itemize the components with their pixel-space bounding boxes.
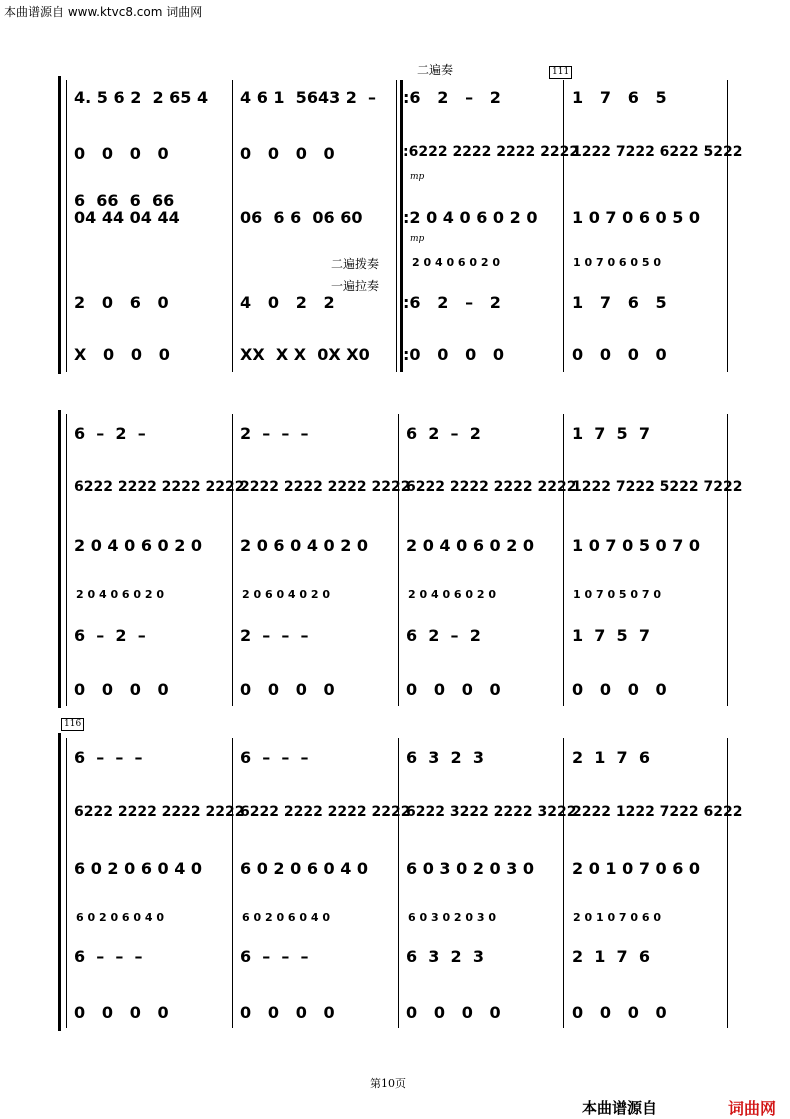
measure-note-row: 0 0 0 0	[74, 680, 169, 699]
measure-note-row: 06 6 6 06 60	[240, 208, 363, 227]
barline	[398, 414, 399, 706]
measure-note-row: :6222 2222 2222 2222	[403, 144, 580, 160]
barline	[232, 738, 233, 1028]
measure-note-row: 2 0 6 0	[74, 293, 169, 312]
dynamic-mp: mp	[410, 234, 425, 244]
measure-note-row: 0 0 0 0	[240, 144, 335, 163]
barline	[396, 80, 397, 372]
measure-note-row: 6 0 2 0 6 0 4 0	[240, 859, 369, 878]
measure-note-row: 1 7 5 7	[572, 626, 650, 645]
measure-note-row: 2 – – –	[240, 626, 309, 645]
measure-note-row: 0 0 0 0	[572, 345, 667, 364]
measure-note-row: 6 0 2 0 6 0 4 0	[74, 859, 203, 878]
measure-note-row: 0 0 0 0	[240, 680, 335, 699]
measure-note-row: :6 2 – 2	[403, 293, 501, 312]
measure-note-row: 2 0 4 0 6 0 2 0	[76, 588, 165, 601]
measure-note-row: 6222 3222 2222 3222	[406, 804, 577, 820]
measure-note-row: 4 0 2 2	[240, 293, 335, 312]
measure-note-row: 6 0 2 0 6 0 4 0	[76, 911, 165, 924]
measure-note-row: 2 0 1 0 7 0 6 0	[573, 911, 662, 924]
barline	[232, 80, 233, 372]
measure-note-row: 1 7 5 7	[572, 424, 650, 443]
measure-note-row: 6 – – –	[74, 748, 143, 767]
measure-note-row: 0 0 0 0	[74, 144, 169, 163]
measure-note-row: 2 0 4 0 6 0 2 0	[406, 536, 535, 555]
system-barline	[66, 80, 67, 372]
measure-note-row: 2 1 7 6	[572, 748, 650, 767]
measure-note-row: 2222 2222 2222 2222	[240, 479, 411, 495]
site-header-text: 本曲谱源自 www.ktvc8.com 词曲网	[4, 5, 203, 19]
measure-note-row: 2 0 4 0 6 0 2 0	[408, 588, 497, 601]
label-bo-zou: 二遍拨奏	[331, 257, 380, 271]
measure-note-row: 6 3 2 3	[406, 947, 484, 966]
measure-note-row: 6 0 2 0 6 0 4 0	[242, 911, 331, 924]
measure-note-row: 1 0 7 0 6 0 5 0	[572, 208, 701, 227]
measure-note-row: 6222 2222 2222 2222	[406, 479, 577, 495]
barline	[727, 738, 728, 1028]
system-barline	[66, 738, 67, 1028]
system-bracket	[58, 76, 61, 374]
barline	[563, 414, 564, 706]
measure-note-row: 6222 2222 2222 2222	[74, 804, 245, 820]
measure-note-row: 6 0 3 0 2 0 3 0	[408, 911, 497, 924]
measure-note-row: :6 2 – 2	[403, 88, 501, 107]
measure-note-row: 1222 7222 6222 5222	[572, 144, 743, 160]
measure-note-row: X 0 0 0	[74, 345, 170, 364]
measure-note-row: 4. 5 6 2 2 65 4	[74, 88, 209, 107]
measure-note-row: 6 – – –	[240, 748, 309, 767]
measure-note-row: 6 3 2 3	[406, 748, 484, 767]
measure-note-row: 6 – 2 –	[74, 424, 146, 443]
barline	[398, 738, 399, 1028]
measure-note-row: 6222 2222 2222 2222	[240, 804, 411, 820]
measure-note-row: 0 0 0 0	[406, 680, 501, 699]
watermark-left: 本曲谱源自	[582, 1099, 658, 1117]
measure-note-row: 6222 2222 2222 2222	[74, 479, 245, 495]
measure-note-row: 6 2 – 2	[406, 626, 481, 645]
measure-note-row: 2222 1222 7222 6222	[572, 804, 743, 820]
measure-note-row: 2 0 4 0 6 0 2 0	[74, 536, 203, 555]
rehearsal-mark-116: 116	[61, 718, 84, 731]
measure-note-row: 2 0 6 0 4 0 2 0	[240, 536, 369, 555]
measure-note-row: 1 7 6 5	[572, 88, 667, 107]
dynamic-mp: mp	[410, 172, 425, 182]
rehearsal-mark-111: 111	[549, 66, 572, 79]
system-bracket	[58, 733, 61, 1031]
barline	[563, 80, 564, 372]
measure-note-row: 2 1 7 6	[572, 947, 650, 966]
measure-note-row: XX X X 0X X0	[240, 345, 370, 364]
barline	[727, 414, 728, 706]
measure-note-row: 0 0 0 0	[240, 1003, 335, 1022]
measure-note-row: 6 2 – 2	[406, 424, 481, 443]
measure-note-row: 6 0 3 0 2 0 3 0	[406, 859, 535, 878]
measure-note-row: 6 – – –	[240, 947, 309, 966]
measure-note-row: 2 0 4 0 6 0 2 0	[412, 256, 501, 269]
barline	[232, 414, 233, 706]
barline	[563, 738, 564, 1028]
measure-note-row: 2 0 6 0 4 0 2 0	[242, 588, 331, 601]
measure-note-row: 2 0 1 0 7 0 6 0	[572, 859, 701, 878]
measure-note-row: 1 0 7 0 5 0 7 0	[572, 536, 701, 555]
system-bracket	[58, 410, 61, 708]
measure-note-row: 6 66 6 66 04 44 04 44	[74, 191, 180, 227]
measure-note-row: 4 6 1 5643 2 –	[240, 88, 377, 107]
measure-note-row: 6 – – –	[74, 947, 143, 966]
measure-note-row: 1 0 7 0 6 0 5 0	[573, 256, 662, 269]
measure-note-row: 0 0 0 0	[74, 1003, 169, 1022]
measure-note-row: :0 0 0 0	[403, 345, 505, 364]
measure-note-row: 1 0 7 0 5 0 7 0	[573, 588, 662, 601]
system-barline	[66, 414, 67, 706]
measure-note-row: 0 0 0 0	[572, 1003, 667, 1022]
measure-note-row: :2 0 4 0 6 0 2 0	[403, 208, 538, 227]
page-number: 第10页	[370, 1077, 406, 1090]
measure-note-row: 1222 7222 5222 7222	[572, 479, 743, 495]
barline	[727, 80, 728, 372]
measure-note-row: 0 0 0 0	[572, 680, 667, 699]
measure-note-row: 1 7 6 5	[572, 293, 667, 312]
marker-er-bian-zou: 二遍奏	[417, 63, 454, 77]
watermark-right: 词曲网	[728, 1099, 777, 1118]
measure-note-row: 2 – – –	[240, 424, 309, 443]
label-la-zou: 一遍拉奏	[331, 279, 380, 293]
measure-note-row: 6 – 2 –	[74, 626, 146, 645]
measure-note-row: 0 0 0 0	[406, 1003, 501, 1022]
